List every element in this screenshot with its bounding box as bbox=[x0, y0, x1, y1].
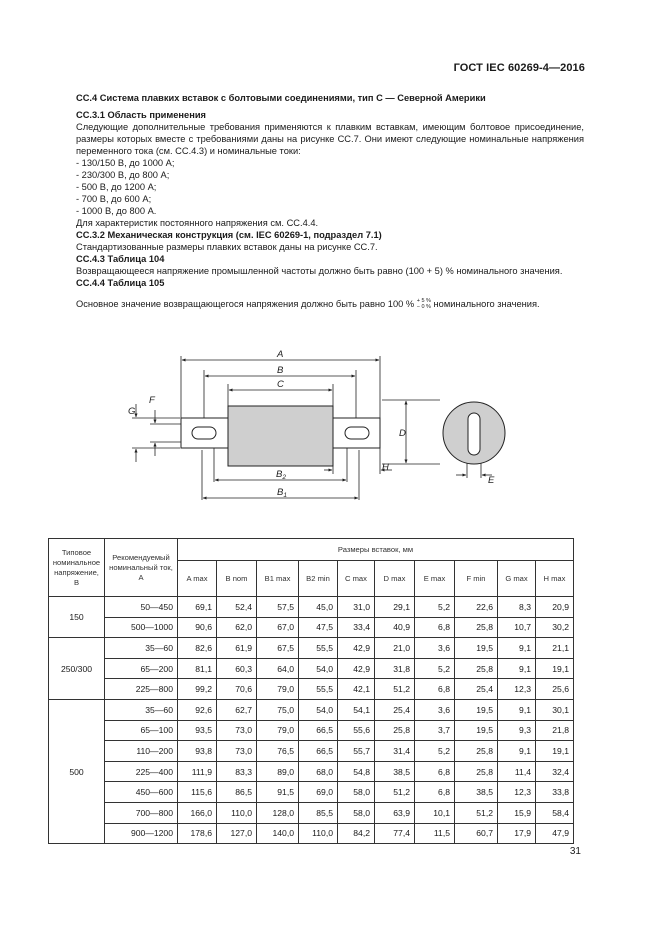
dimension-cell: 51,2 bbox=[455, 802, 498, 823]
dimension-cell: 110,0 bbox=[217, 802, 257, 823]
dimension-cell: 30,2 bbox=[536, 617, 574, 638]
dimension-cell: 6,8 bbox=[415, 761, 455, 782]
tolerance-plus: + 5 % bbox=[416, 297, 431, 304]
dimension-cell: 115,6 bbox=[178, 782, 217, 803]
dimension-cell: 25,4 bbox=[375, 699, 415, 720]
dimension-cell: 64,0 bbox=[257, 658, 299, 679]
subsection-title: СС.3.2 Механическая конструкция (см. IEC 60269-1, подраздел 7.1) bbox=[76, 230, 382, 240]
dimension-cell: 82,6 bbox=[178, 638, 217, 659]
dimension-cell: 58,0 bbox=[338, 782, 375, 803]
current-cell: 110—200 bbox=[105, 741, 178, 762]
dimension-cell: 22,6 bbox=[455, 597, 498, 618]
dimension-cell: 128,0 bbox=[257, 802, 299, 823]
section-text bbox=[76, 92, 584, 311]
table-row bbox=[49, 699, 574, 720]
dimension-cell: 63,9 bbox=[375, 802, 415, 823]
ratings-list bbox=[76, 157, 584, 217]
dimension-cell: 21,1 bbox=[536, 638, 574, 659]
dimension-cell: 57,5 bbox=[257, 597, 299, 618]
dimension-cell: 33,8 bbox=[536, 782, 574, 803]
table-row bbox=[49, 823, 574, 844]
dimension-cell: 140,0 bbox=[257, 823, 299, 844]
dimension-cell: 6,8 bbox=[415, 679, 455, 700]
dimension-cell: 33,4 bbox=[338, 617, 375, 638]
dimension-cell: 25,8 bbox=[375, 720, 415, 741]
dimension-cell: 55,5 bbox=[299, 638, 338, 659]
dimension-cell: 73,0 bbox=[217, 741, 257, 762]
dimension-cell: 45,0 bbox=[299, 597, 338, 618]
dimension-cell: 54,1 bbox=[338, 699, 375, 720]
dimension-cell: 19,5 bbox=[455, 720, 498, 741]
dimension-cell: 62,7 bbox=[217, 699, 257, 720]
paragraph-part: номинального значения. bbox=[433, 299, 540, 309]
dim-label-h: H bbox=[382, 462, 389, 473]
dimension-cell: 84,2 bbox=[338, 823, 375, 844]
dimension-cell: 81,1 bbox=[178, 658, 217, 679]
current-cell: 35—60 bbox=[105, 699, 178, 720]
dimension-cell: 31,0 bbox=[338, 597, 375, 618]
dimension-cell: 83,3 bbox=[217, 761, 257, 782]
dimension-cell: 8,3 bbox=[498, 597, 536, 618]
dimension-cell: 110,0 bbox=[299, 823, 338, 844]
dim-label-f: F bbox=[149, 395, 155, 406]
dimension-cell: 42,1 bbox=[338, 679, 375, 700]
current-cell: 900—1200 bbox=[105, 823, 178, 844]
dimension-cell: 60,3 bbox=[217, 658, 257, 679]
column-header: A max bbox=[178, 561, 217, 597]
dimension-cell: 51,2 bbox=[375, 782, 415, 803]
dimension-cell: 5,2 bbox=[415, 597, 455, 618]
current-cell: 65—200 bbox=[105, 658, 178, 679]
paragraph: Следующие дополнительные требования применяются к плавким вставкам, имеющим болтовое присоединение, размеры которых вместе с требованиями даны на рисунке СС.7. Они имеют следующие номинальные напряжения переменного тока (см. СС.4.3) и номинальные токи: bbox=[76, 122, 584, 156]
page-number: 31 bbox=[569, 846, 581, 857]
dim-label-e: E bbox=[488, 475, 495, 486]
dimension-cell: 52,4 bbox=[217, 597, 257, 618]
dimension-cell: 19,5 bbox=[455, 699, 498, 720]
dimension-cell: 62,0 bbox=[217, 617, 257, 638]
header-current: Рекомендуемый номинальный ток, А bbox=[105, 539, 178, 597]
standard-header: ГОСТ IEC 60269-4—2016 bbox=[453, 62, 585, 74]
dimension-cell: 21,8 bbox=[536, 720, 574, 741]
dimension-cell: 55,5 bbox=[299, 679, 338, 700]
dimension-cell: 61,9 bbox=[217, 638, 257, 659]
current-cell: 225—800 bbox=[105, 679, 178, 700]
dimension-cell: 31,4 bbox=[375, 741, 415, 762]
dimension-cell: 54,0 bbox=[299, 658, 338, 679]
table-body bbox=[49, 597, 574, 844]
tolerance bbox=[417, 298, 431, 310]
dim-label-a: A bbox=[277, 349, 284, 360]
tolerance-minus: − 0 % bbox=[416, 303, 431, 310]
current-cell: 35—60 bbox=[105, 638, 178, 659]
column-header: C max bbox=[338, 561, 375, 597]
dimension-cell: 69,1 bbox=[178, 597, 217, 618]
dimension-cell: 70,6 bbox=[217, 679, 257, 700]
dimension-cell: 86,5 bbox=[217, 782, 257, 803]
dimension-cell: 9,1 bbox=[498, 638, 536, 659]
dimension-cell: 77,4 bbox=[375, 823, 415, 844]
dimension-cell: 19,1 bbox=[536, 741, 574, 762]
fuse-side-view bbox=[181, 406, 380, 466]
header-voltage: Типовое номинальное напряжение, В bbox=[49, 539, 105, 597]
dimension-cell: 19,1 bbox=[536, 658, 574, 679]
current-cell: 225—400 bbox=[105, 761, 178, 782]
dimension-cell: 54,0 bbox=[299, 699, 338, 720]
dimension-cell: 66,5 bbox=[299, 720, 338, 741]
dimension-cell: 85,5 bbox=[299, 802, 338, 823]
dim-label-b1: $B_1$ bbox=[277, 487, 287, 499]
dimension-cell: 178,6 bbox=[178, 823, 217, 844]
table-row bbox=[49, 741, 574, 762]
subsection-title: СС.4.4 Таблица 105 bbox=[76, 278, 165, 288]
dimension-cell: 89,0 bbox=[257, 761, 299, 782]
current-cell: 65—100 bbox=[105, 720, 178, 741]
dimension-cell: 3,6 bbox=[415, 638, 455, 659]
column-header: F min bbox=[455, 561, 498, 597]
voltage-cell: 250/300 bbox=[49, 638, 105, 700]
header-dimensions: Размеры вставок, мм bbox=[178, 539, 574, 561]
dimension-cell: 92,6 bbox=[178, 699, 217, 720]
paragraph-part: Основное значение возвращающегося напряжения должно быть равно 100 % bbox=[76, 299, 415, 309]
dimension-cell: 12,3 bbox=[498, 679, 536, 700]
dimension-cell: 25,4 bbox=[455, 679, 498, 700]
dimension-cell: 79,0 bbox=[257, 679, 299, 700]
table-row bbox=[49, 761, 574, 782]
dim-label-d: D bbox=[399, 428, 406, 439]
dim-label-c: C bbox=[277, 379, 284, 390]
dim-label-b: B bbox=[277, 365, 284, 376]
column-header: G max bbox=[498, 561, 536, 597]
dimension-cell: 25,8 bbox=[455, 617, 498, 638]
dimension-cell: 90,6 bbox=[178, 617, 217, 638]
dimension-cell: 67,5 bbox=[257, 638, 299, 659]
subsection-title: СС.3.1 Область применения bbox=[76, 110, 206, 120]
paragraph: Возвращающееся напряжение промышленной частоты должно быть равно (100 + 5) % номинального значения. bbox=[76, 266, 563, 276]
dimension-cell: 11,5 bbox=[415, 823, 455, 844]
column-header: B nom bbox=[217, 561, 257, 597]
dimension-cell: 51,2 bbox=[375, 679, 415, 700]
dimension-cell: 47,9 bbox=[536, 823, 574, 844]
column-header: D max bbox=[375, 561, 415, 597]
dimensions-table bbox=[48, 538, 574, 844]
dimension-cell: 15,9 bbox=[498, 802, 536, 823]
dimension-cell: 111,9 bbox=[178, 761, 217, 782]
dimension-cell: 10,7 bbox=[498, 617, 536, 638]
current-cell: 700—800 bbox=[105, 802, 178, 823]
dimension-cell: 42,9 bbox=[338, 638, 375, 659]
dimension-cell: 38,5 bbox=[455, 782, 498, 803]
dimension-cell: 6,8 bbox=[415, 782, 455, 803]
fuse-dimension-drawing bbox=[0, 340, 661, 520]
dimension-cell: 25,8 bbox=[455, 761, 498, 782]
voltage-cell: 500 bbox=[49, 699, 105, 843]
subsection-title: СС.4.3 Таблица 104 bbox=[76, 254, 165, 264]
current-cell: 500—1000 bbox=[105, 617, 178, 638]
dimension-cell: 11,4 bbox=[498, 761, 536, 782]
list-item: - 1000 В, до 800 А. bbox=[76, 206, 157, 216]
dimension-cell: 58,4 bbox=[536, 802, 574, 823]
dimension-cell: 69,0 bbox=[299, 782, 338, 803]
column-header: B2 min bbox=[299, 561, 338, 597]
table-row bbox=[49, 720, 574, 741]
dimension-cell: 9,1 bbox=[498, 658, 536, 679]
dimension-cell: 30,1 bbox=[536, 699, 574, 720]
dimension-cell: 29,1 bbox=[375, 597, 415, 618]
dimension-cell: 91,5 bbox=[257, 782, 299, 803]
dimension-cell: 12,3 bbox=[498, 782, 536, 803]
dimension-cell: 73,0 bbox=[217, 720, 257, 741]
column-header: E max bbox=[415, 561, 455, 597]
dimension-cell: 3,6 bbox=[415, 699, 455, 720]
list-item: - 130/150 В, до 1000 А; bbox=[76, 158, 175, 168]
fuse-end-view bbox=[443, 402, 505, 464]
dimension-cell: 93,5 bbox=[178, 720, 217, 741]
table-row bbox=[49, 597, 574, 618]
table-row bbox=[49, 679, 574, 700]
dimension-cell: 127,0 bbox=[217, 823, 257, 844]
dim-label-g: G bbox=[128, 406, 136, 417]
dimension-cell: 9,1 bbox=[498, 699, 536, 720]
dimension-cell: 20,9 bbox=[536, 597, 574, 618]
dimension-cell: 54,8 bbox=[338, 761, 375, 782]
current-cell: 450—600 bbox=[105, 782, 178, 803]
dim-label-b2: $B_2$ bbox=[276, 469, 286, 481]
table-row bbox=[49, 802, 574, 823]
dimension-cell: 38,5 bbox=[375, 761, 415, 782]
dimension-cell: 75,0 bbox=[257, 699, 299, 720]
paragraph: Для характеристик постоянного напряжения см. СС.4.4. bbox=[76, 218, 319, 228]
dimension-cell: 5,2 bbox=[415, 741, 455, 762]
section-title: СС.4 Система плавких вставок с болтовыми соединениями, тип С — Северной Америки bbox=[76, 93, 486, 103]
dimension-cell: 25,8 bbox=[455, 658, 498, 679]
dimension-cell: 76,5 bbox=[257, 741, 299, 762]
dimension-cell: 25,8 bbox=[455, 741, 498, 762]
table-row bbox=[49, 782, 574, 803]
dimension-cell: 67,0 bbox=[257, 617, 299, 638]
dimension-cell: 31,8 bbox=[375, 658, 415, 679]
dimension-cell: 66,5 bbox=[299, 741, 338, 762]
list-item: - 500 В, до 1200 А; bbox=[76, 182, 157, 192]
dimension-cell: 25,6 bbox=[536, 679, 574, 700]
table-row bbox=[49, 638, 574, 659]
table-row bbox=[49, 658, 574, 679]
column-header: B1 max bbox=[257, 561, 299, 597]
dimension-cell: 9,1 bbox=[498, 741, 536, 762]
dimension-cell: 6,8 bbox=[415, 617, 455, 638]
dimension-cell: 166,0 bbox=[178, 802, 217, 823]
dimension-cell: 9,3 bbox=[498, 720, 536, 741]
list-item: - 700 В, до 600 А; bbox=[76, 194, 152, 204]
dimension-cell: 19,5 bbox=[455, 638, 498, 659]
dimension-cell: 3,7 bbox=[415, 720, 455, 741]
dimension-cell: 5,2 bbox=[415, 658, 455, 679]
dimension-cell: 93,8 bbox=[178, 741, 217, 762]
dimension-cell: 99,2 bbox=[178, 679, 217, 700]
dimension-cell: 55,6 bbox=[338, 720, 375, 741]
dimension-cell: 10,1 bbox=[415, 802, 455, 823]
column-header: H max bbox=[536, 561, 574, 597]
dimension-cell: 79,0 bbox=[257, 720, 299, 741]
table-row bbox=[49, 617, 574, 638]
list-item: - 230/300 В, до 800 А; bbox=[76, 170, 170, 180]
dimension-cell: 58,0 bbox=[338, 802, 375, 823]
dimension-cell: 32,4 bbox=[536, 761, 574, 782]
dimension-cell: 68,0 bbox=[299, 761, 338, 782]
dimension-cell: 21,0 bbox=[375, 638, 415, 659]
dimension-cell: 60,7 bbox=[455, 823, 498, 844]
dimension-cell: 55,7 bbox=[338, 741, 375, 762]
dimension-cell: 47,5 bbox=[299, 617, 338, 638]
dimension-cell: 42,9 bbox=[338, 658, 375, 679]
paragraph bbox=[76, 298, 584, 311]
voltage-cell: 150 bbox=[49, 597, 105, 638]
paragraph: Стандартизованные размеры плавких вставок даны на рисунке СС.7. bbox=[76, 242, 378, 252]
dimension-cell: 17,9 bbox=[498, 823, 536, 844]
dimension-cell: 40,9 bbox=[375, 617, 415, 638]
current-cell: 50—450 bbox=[105, 597, 178, 618]
